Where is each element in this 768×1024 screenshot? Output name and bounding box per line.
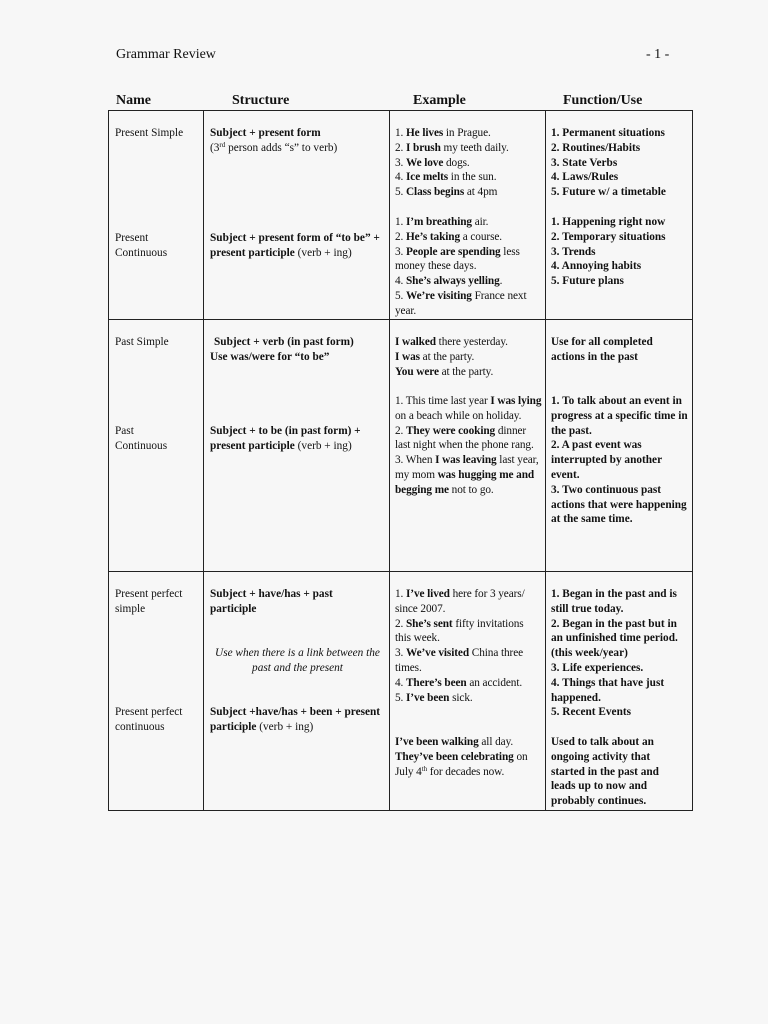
column-header-example: Example — [413, 93, 466, 108]
list-item: 4. Laws/Rules — [551, 171, 619, 184]
list-item: 1. Happening right now — [551, 216, 666, 228]
present-perfect-continuous-name: Present perfect continuous — [115, 706, 183, 733]
present-simple-functions — [551, 126, 690, 200]
list-item: 2. He’s taking a course. — [395, 230, 503, 243]
column-header-structure: Structure — [232, 93, 290, 108]
cell-past-name — [109, 320, 204, 572]
list-item: 1. Began in the past and is still true today. — [551, 588, 677, 615]
list-item: 4. Ice melts in the sun. — [395, 171, 497, 184]
present-continuous-functions — [551, 215, 684, 289]
present-continuous-name: Present Continuous — [115, 232, 168, 259]
past-simple-name: Past Simple — [115, 336, 169, 348]
past-continuous-structure: Subject + to be (in past form) + present participle (verb + ing) — [210, 425, 361, 452]
list-item: 1. I’m breathing air. — [395, 216, 489, 228]
list-item: 3. We’ve visited China three times. — [395, 647, 524, 674]
list-item: 2. They were cooking dinner last night when the phone rang. — [395, 424, 534, 452]
past-simple-function: Use for all completed actions in the past — [551, 336, 653, 363]
list-item: 2. Began in the past but in an unfinished time period. (this week/year) — [551, 617, 678, 660]
present-perfect-simple-functions — [551, 587, 690, 720]
list-item: 2. Temporary situations — [551, 230, 666, 243]
past-simple-examples — [395, 335, 541, 379]
cell-perfect-function — [546, 572, 693, 811]
past-continuous-examples — [395, 394, 543, 498]
cell-past-example — [390, 320, 546, 572]
cell-present-structure — [204, 111, 390, 320]
present-continuous-examples — [395, 215, 541, 319]
list-item: 3. We love dogs. — [395, 156, 470, 169]
grammar-table — [108, 110, 693, 811]
cell-present-example — [390, 111, 546, 320]
list-item: 5. We’re visiting France next year. — [395, 289, 527, 317]
list-item: They’ve been celebrating on July 4th for decades now. — [395, 750, 528, 778]
past-continuous-functions — [551, 394, 688, 527]
present-perfect-simple-examples — [395, 587, 541, 705]
present-perfect-continuous-structure: Subject +have/has + been + present participle (verb + ing) — [210, 706, 381, 733]
list-item: 2. Routines/Habits — [551, 141, 641, 154]
list-item: I’ve been walking all day. — [395, 736, 514, 748]
list-item: 1. This time last year I was lying on a beach while on holiday. — [395, 395, 542, 422]
cell-perfect-example — [390, 572, 546, 811]
past-simple-structure: Subject + verb (in past form) Use was/were for “to be” — [210, 336, 354, 363]
present-continuous-structure: Subject + present form of “to be” + present participle (verb + ing) — [210, 232, 380, 259]
list-item: 2. A past event was interrupted by another event. — [551, 439, 662, 481]
page-number: - 1 - — [646, 47, 670, 62]
present-perfect-continuous-examples — [395, 735, 541, 779]
list-item: I was at the party. — [395, 350, 475, 363]
cell-perfect-structure — [204, 572, 390, 811]
list-item: 2. She’s sent fifty invitations this week. — [395, 617, 524, 645]
list-item: 1. Permanent situations — [551, 127, 665, 139]
present-simple-name: Present Simple — [115, 127, 184, 139]
list-item: 1. To talk about an event in progress at a specific time in the past. — [551, 395, 688, 437]
list-item: 4. She’s always yelling. — [395, 275, 503, 288]
present-perfect-continuous-function: Used to talk about an ongoing activity that started in the past and leads up to now and probably continues. — [551, 736, 659, 808]
list-item: 4. Annoying habits — [551, 260, 642, 273]
list-item: You were at the party. — [395, 365, 494, 378]
table-row-present — [109, 111, 693, 320]
cell-present-function — [546, 111, 693, 320]
list-item: 3. When I was leaving last year, my mom was hugging me and begging me not to go. — [395, 454, 539, 496]
list-item: 5. Future plans — [551, 275, 624, 288]
list-item: 3. Life experiences. — [551, 661, 644, 674]
present-simple-examples — [395, 126, 541, 200]
cell-perfect-name — [109, 572, 204, 811]
list-item: 1. I’ve lived here for 3 years/ since 2007. — [395, 588, 525, 615]
table-row-past — [109, 320, 693, 572]
list-item: 4. There’s been an accident. — [395, 676, 523, 689]
cell-past-structure — [204, 320, 390, 572]
list-item: 5. Class begins at 4pm — [395, 186, 498, 199]
link-note: Use when there is a link between the past and the present — [215, 647, 380, 674]
present-perfect-simple-structure: Subject + have/has + past participle — [210, 588, 333, 615]
cell-past-function — [546, 320, 693, 572]
cell-present-name — [109, 111, 204, 320]
list-item: 4. Things that have just happened. — [551, 676, 665, 704]
list-item: 1. He lives in Prague. — [395, 127, 491, 139]
list-item: 5. I’ve been sick. — [395, 691, 473, 704]
list-item: 2. I brush my teeth daily. — [395, 141, 509, 154]
document-title: Grammar Review — [116, 47, 216, 62]
list-item: 3. Trends — [551, 245, 596, 258]
column-header-function: Function/Use — [563, 93, 643, 108]
list-item: 5. Future w/ a timetable — [551, 186, 666, 199]
list-item: 3. People are spending less money these days. — [395, 245, 520, 273]
table-row-present-perfect — [109, 572, 693, 811]
list-item: 3. State Verbs — [551, 156, 618, 169]
list-item: 3. Two continuous past actions that were happening at the same time. — [551, 483, 687, 526]
list-item: I walked there yesterday. — [395, 336, 508, 348]
present-simple-structure: Subject + present form (3rd person adds “s” to verb) — [210, 127, 338, 154]
column-header-name: Name — [116, 93, 151, 108]
list-item: 5. Recent Events — [551, 706, 632, 719]
present-perfect-simple-name: Present perfect simple — [115, 588, 183, 615]
past-continuous-name: Past Continuous — [115, 425, 168, 452]
